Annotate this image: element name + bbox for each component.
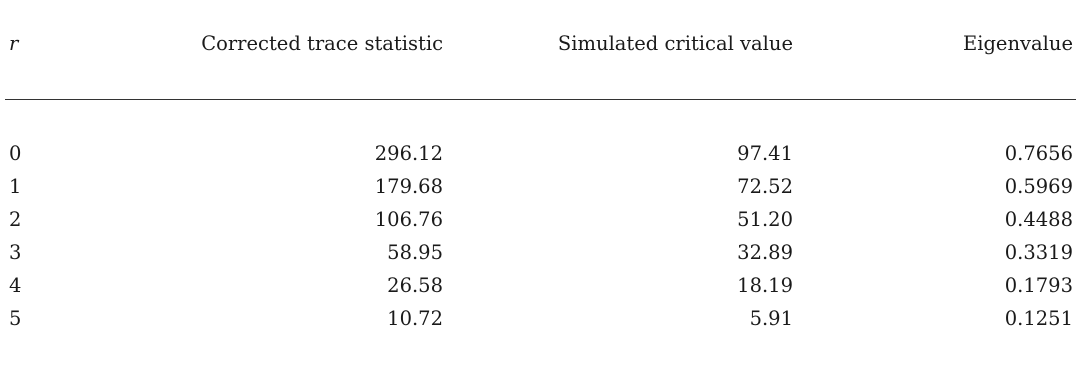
cell-trace: 106.76 <box>374 208 443 231</box>
cell-critical: 5.91 <box>749 307 793 330</box>
table-row <box>0 208 1079 240</box>
header-rule <box>5 99 1076 100</box>
table-row <box>0 142 1079 174</box>
cell-r: 5 <box>9 307 22 330</box>
cell-eigen: 0.5969 <box>1004 175 1073 198</box>
cell-critical: 51.20 <box>737 208 793 231</box>
cell-eigen: 0.7656 <box>1004 142 1073 165</box>
header-critical-value: Simulated critical value <box>557 32 793 55</box>
cell-r: 4 <box>9 274 22 297</box>
header-r: r <box>9 32 19 55</box>
header-trace-statistic: Corrected trace statistic <box>201 32 443 55</box>
cell-trace: 58.95 <box>387 241 443 264</box>
cell-trace: 296.12 <box>374 142 443 165</box>
cell-r: 2 <box>9 208 22 231</box>
cell-critical: 18.19 <box>737 274 793 297</box>
cell-r: 1 <box>9 175 22 198</box>
cell-trace: 179.68 <box>374 175 443 198</box>
cell-critical: 97.41 <box>737 142 793 165</box>
table-row <box>0 274 1079 306</box>
cell-eigen: 0.3319 <box>1004 241 1073 264</box>
header-eigenvalue: Eigenvalue <box>962 32 1073 55</box>
cell-trace: 10.72 <box>387 307 443 330</box>
table-row <box>0 307 1079 339</box>
table-row <box>0 241 1079 273</box>
cell-r: 3 <box>9 241 22 264</box>
cell-eigen: 0.1793 <box>1004 274 1073 297</box>
table-row <box>0 175 1079 207</box>
cell-r: 0 <box>9 142 22 165</box>
cell-critical: 72.52 <box>737 175 793 198</box>
cell-trace: 26.58 <box>387 274 443 297</box>
cell-critical: 32.89 <box>737 241 793 264</box>
cell-eigen: 0.1251 <box>1004 307 1073 330</box>
cell-eigen: 0.4488 <box>1004 208 1073 231</box>
